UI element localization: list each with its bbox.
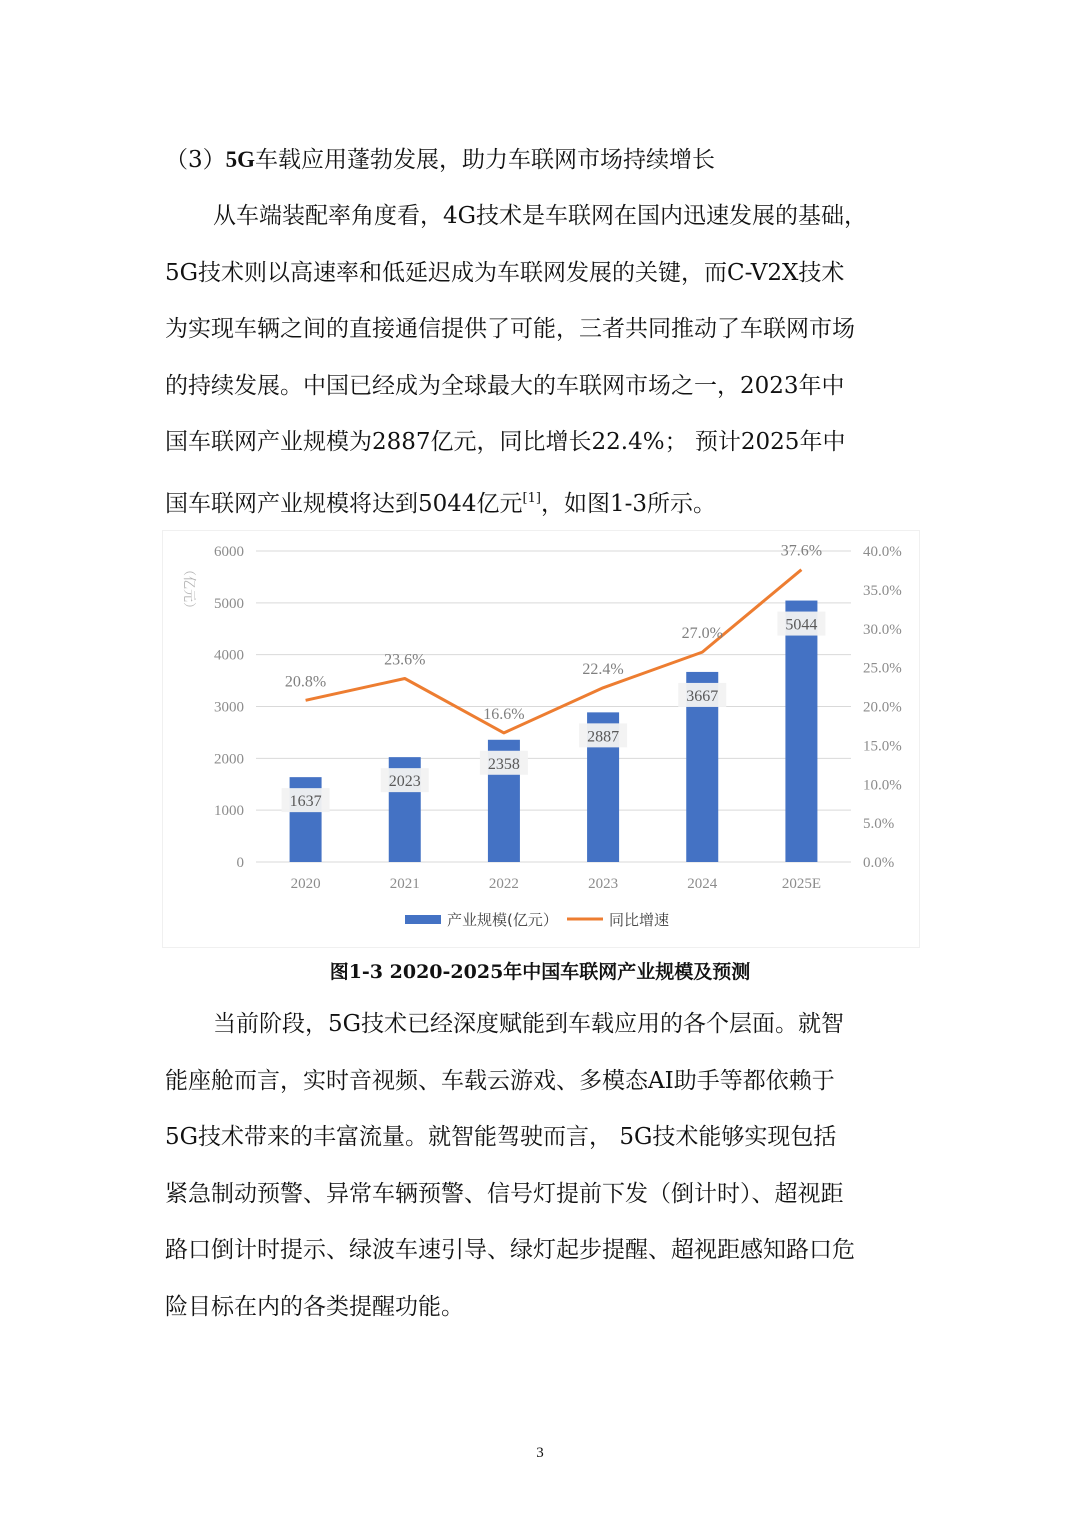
- paragraph-2: [165, 996, 917, 1335]
- heading-bold: 5G: [225, 147, 256, 172]
- y-tick-label: 6000: [214, 544, 244, 560]
- y-tick-label: 3000: [214, 699, 244, 716]
- combo-chart: [163, 531, 919, 947]
- paragraph-line: 国车联网产业规模为2887亿元，同比增长22.4%； 预计2025年中: [165, 429, 846, 455]
- bar-value-label: 1637: [289, 793, 322, 811]
- y2-tick-label: 35.0%: [863, 582, 902, 599]
- reference-link[interactable]: [1]: [522, 490, 541, 506]
- paragraph-line: 险目标在内的各类提醒功能。: [165, 1293, 464, 1320]
- page-number: 3: [536, 1445, 544, 1461]
- line-value-label: 27.0%: [681, 625, 723, 643]
- paragraph-text: 国车联网产业规模将达到5044亿元: [165, 490, 523, 517]
- line-value-label: 23.6%: [384, 651, 426, 669]
- growth-line: [306, 570, 802, 733]
- y2-tick-label: 30.0%: [863, 621, 902, 638]
- paragraph-text: ，如图1-3所示。: [540, 490, 717, 517]
- y-tick-label: 1000: [214, 803, 244, 820]
- section-heading: [165, 140, 925, 180]
- y2-tick-label: 10.0%: [863, 777, 902, 794]
- paragraph-line-last: [165, 471, 917, 533]
- bar: [785, 601, 817, 862]
- y-tick-label: 2000: [214, 751, 244, 768]
- bar-value-label: 3667: [686, 687, 719, 705]
- legend-label-line: 同比增速: [609, 911, 670, 929]
- y2-tick-label: 40.0%: [863, 544, 902, 560]
- y2-tick-label: 25.0%: [863, 660, 902, 677]
- y2-tick-label: 0.0%: [863, 855, 895, 871]
- x-tick-label: 2021: [389, 876, 420, 892]
- heading-text: 车载应用蓬勃发展，助力车联网市场持续增长: [255, 147, 716, 173]
- y-tick-label: 5000: [214, 595, 244, 612]
- line-value-label: 37.6%: [780, 542, 823, 560]
- paragraph-line: 紧急制动预警、异常车辆预警、信号灯提前下发（倒计时）、超视距: [165, 1180, 844, 1207]
- bar-value-label: 2023: [388, 773, 421, 791]
- bar-value-label: 2358: [487, 755, 520, 773]
- y-tick-label: 4000: [214, 647, 244, 664]
- bar-value-label: 5044: [785, 616, 818, 634]
- line-value-label: 16.6%: [483, 705, 525, 723]
- paragraph-line: 从车端装配率角度看，4G技术是车联网在国内迅速发展的基础，: [213, 203, 868, 229]
- paragraph-line: 当前阶段，5G技术已经深度赋能到车载应用的各个层面。就智: [213, 1011, 845, 1037]
- heading-prefix: （3）: [165, 147, 226, 173]
- x-tick-label: 2023: [588, 876, 619, 892]
- paragraph-line: 5G技术则以高速率和低延迟成为车联网发展的关键，而C-V2X技术: [165, 259, 845, 286]
- line-value-label: 22.4%: [582, 660, 624, 678]
- paragraph-1: [165, 188, 917, 532]
- paragraph-line: 为实现车辆之间的直接通信提供了可能，三者共同推动了车联网市场: [165, 316, 855, 342]
- line-value-label: 20.8%: [284, 673, 327, 691]
- y2-tick-label: 15.0%: [863, 738, 902, 755]
- chart-container: [162, 530, 920, 948]
- figure-caption: 图1-3 2020-2025年中国车联网产业规模及预测: [329, 961, 751, 983]
- legend-swatch-bar: [405, 915, 441, 924]
- x-tick-label: 2025E: [781, 876, 822, 892]
- y-tick-label: 0: [236, 855, 244, 871]
- paragraph-line: 5G技术带来的丰富流量。就智能驾驶而言， 5G技术能够实现包括: [165, 1124, 837, 1150]
- x-tick-label: 2020: [290, 876, 321, 892]
- y2-tick-label: 5.0%: [863, 816, 895, 833]
- y2-tick-label: 20.0%: [863, 699, 902, 716]
- paragraph-line: 能座舱而言，实时音视频、车载云游戏、多模态AI助手等都依赖于: [165, 1067, 835, 1094]
- bar-value-label: 2887: [587, 728, 620, 746]
- x-tick-label: 2022: [488, 876, 519, 892]
- y-axis-title: （亿元）: [181, 562, 196, 616]
- paragraph-line: 路口倒计时提示、绿波车速引导、绿灯起步提醒、超视距感知路口危: [165, 1237, 855, 1263]
- legend-label-bar: 产业规模(亿元）: [447, 911, 558, 929]
- paragraph-line: 的持续发展。中国已经成为全球最大的车联网市场之一，2023年中: [165, 372, 845, 399]
- x-tick-label: 2024: [687, 876, 718, 892]
